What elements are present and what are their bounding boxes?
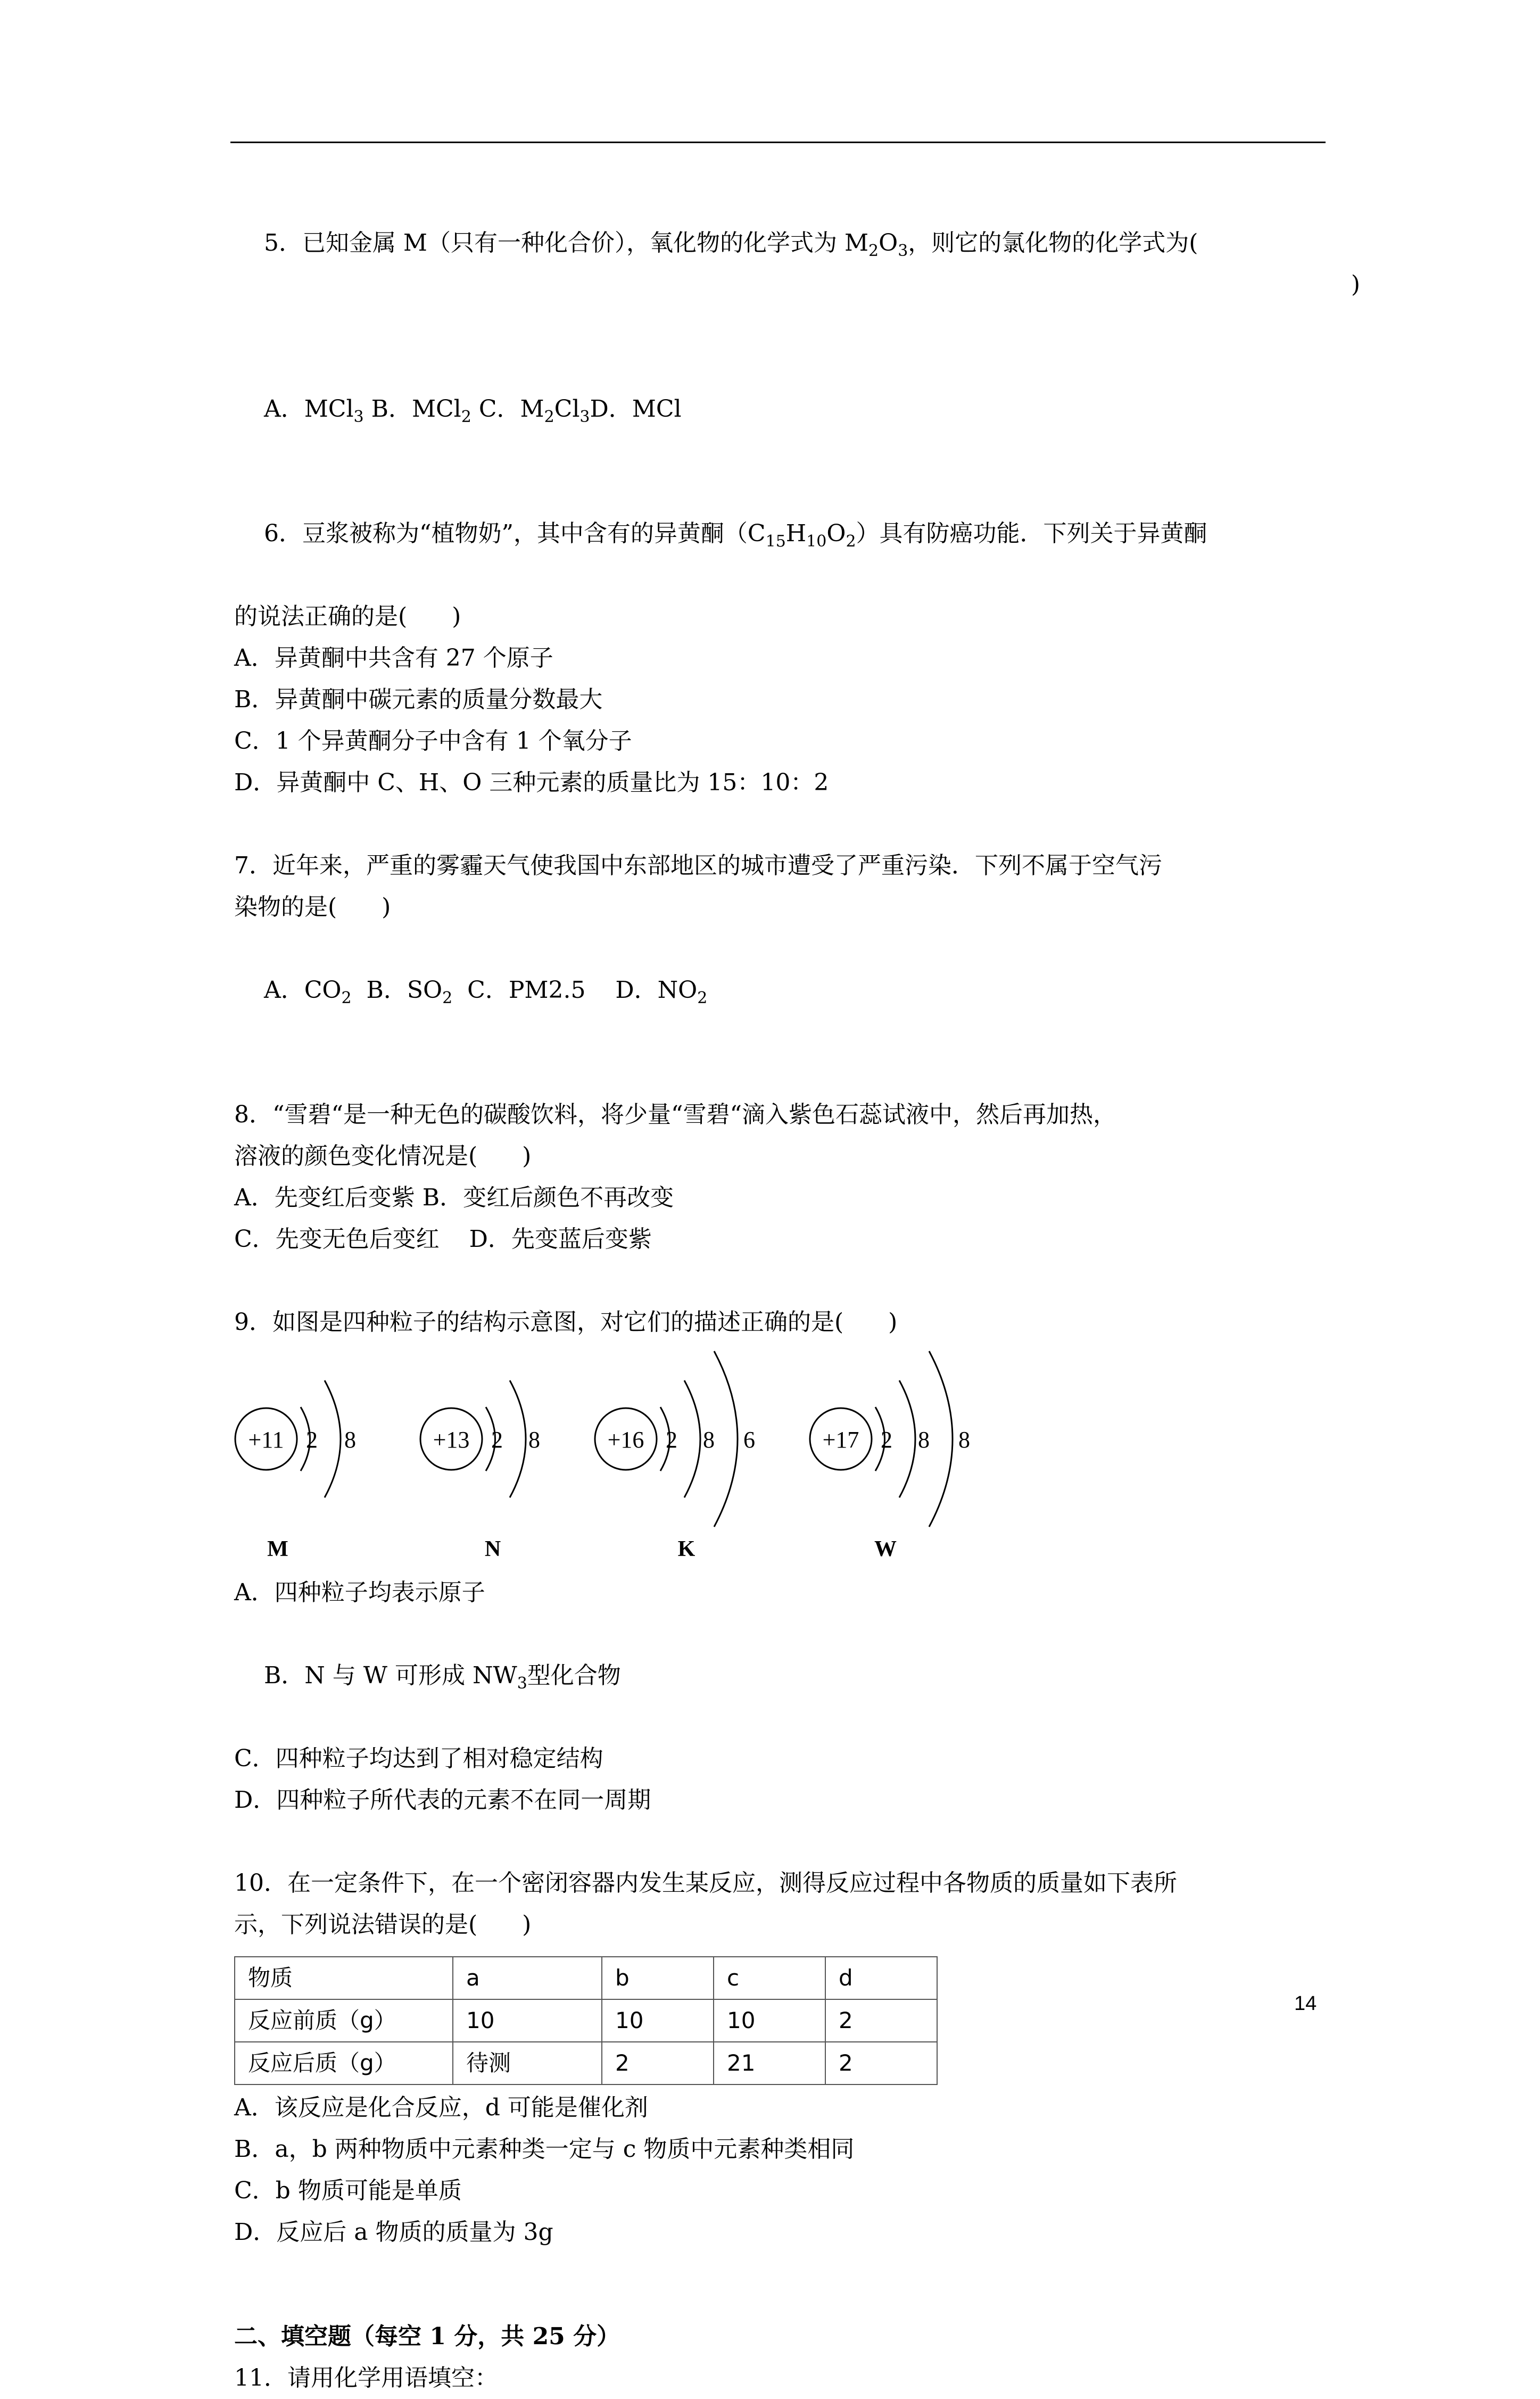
question-6-option-d: D．异黄酮中 C、H、O 三种元素的质量比为 15：10：2: [234, 769, 829, 796]
spacer: [234, 1821, 1357, 1863]
spacer: [234, 2295, 1357, 2316]
spacer: [234, 2253, 1357, 2295]
subscript: 15: [765, 532, 786, 551]
option-d: D．MCl: [590, 395, 682, 423]
table-cell: 反应前质（g）: [235, 1999, 453, 2042]
question-6-option-b: B．异黄酮中碳元素的质量分数最大: [234, 686, 603, 713]
particle-n: [420, 1380, 540, 1561]
question-7-stem-cont: 染物的是( ): [234, 894, 391, 921]
table-cell: 反应后质（g）: [235, 2042, 453, 2084]
table-cell: 10: [602, 1999, 714, 2042]
shell-electrons: 8: [344, 1427, 356, 1453]
table-cell: d: [825, 1957, 937, 1999]
particle-k: [595, 1351, 755, 1561]
table-cell: 10: [453, 1999, 602, 2042]
question-10-stem: 10．在一定条件下，在一个密闭容器内发生某反应，测得反应过程中各物质的质量如下表所: [234, 1869, 1177, 1897]
spacer: [234, 1053, 1357, 1094]
text: 型化合物: [527, 1662, 621, 1689]
question-8-options-cd: C．先变无色后变红 D．先变蓝后变紫: [234, 1226, 652, 1253]
question-8-options-ab: A．先变红后变紫 B．变红后颜色不再改变: [234, 1184, 674, 1211]
question-8-stem-cont: 溶液的颜色变化情况是( ): [234, 1143, 532, 1170]
option-b: B．SO: [351, 977, 443, 1004]
atomic-structure-svg: [234, 1349, 1032, 1572]
subscript: 2: [544, 408, 554, 426]
option-a: A．MCl: [263, 395, 354, 423]
table-cell: b: [602, 1957, 714, 1999]
text: ，则它的氯化物的化学式为(: [908, 229, 1198, 257]
question-9-option-a: A．四种粒子均表示原子: [234, 1579, 485, 1606]
subscript: 3: [517, 1674, 527, 1693]
spacer: [234, 1260, 1357, 1302]
subscript: 2: [868, 242, 879, 260]
answer-paren: ): [1351, 271, 1360, 298]
subscript: 10: [806, 532, 827, 551]
text: ）具有防癌功能．下列关于异黄酮: [856, 520, 1207, 547]
question-9-stem: 9．如图是四种粒子的结构示意图，对它们的描述正确的是( ): [234, 1309, 898, 1336]
shell-electrons: 8: [918, 1427, 930, 1453]
option-a: A．CO: [263, 977, 342, 1004]
spacer: [234, 804, 1357, 845]
particle-w: [810, 1351, 970, 1561]
table-cell: 10: [714, 1999, 825, 2042]
subscript: 2: [442, 989, 453, 1007]
question-10-option-a: A．该反应是化合反应，d 可能是催化剂: [234, 2094, 648, 2121]
header-rule: [230, 142, 1326, 143]
question-7-options: [234, 928, 1357, 1053]
table-row: [235, 1999, 937, 2042]
table-cell: 2: [825, 2042, 937, 2084]
option-b: B．MCl: [363, 395, 461, 423]
option-c-d: C．PM2.5 D．NO: [452, 977, 698, 1004]
particle-label: N: [484, 1537, 501, 1561]
table-cell: 2: [825, 1999, 937, 2042]
table-cell: 待测: [453, 2042, 602, 2084]
nucleus-charge: +13: [433, 1427, 470, 1453]
text: H: [785, 520, 807, 547]
question-6-stem: [234, 471, 1357, 596]
table-cell: c: [714, 1957, 825, 1999]
question-6-option-a: A．异黄酮中共含有 27 个原子: [234, 644, 553, 672]
shell-electrons: 2: [306, 1427, 318, 1453]
shell-electrons: 2: [491, 1427, 503, 1453]
table-cell: 物质: [235, 1957, 453, 1999]
particle-label: W: [874, 1537, 897, 1561]
page-number: 14: [1294, 1992, 1317, 2015]
nucleus-charge: +16: [607, 1427, 644, 1453]
question-5-stem: [234, 181, 1360, 347]
question-10-option-c: C．b 物质可能是单质: [234, 2177, 462, 2204]
table-cell: 21: [714, 2042, 825, 2084]
shell-electrons: 2: [881, 1427, 892, 1453]
table-row: [235, 2042, 937, 2084]
subscript: 2: [461, 408, 471, 426]
text: Cl: [554, 395, 580, 423]
table-cell: a: [453, 1957, 602, 1999]
text: 5．已知金属 M（只有一种化合价），氧化物的化学式为 M: [263, 229, 869, 257]
subscript: 3: [353, 408, 364, 426]
question-10-option-d: D．反应后 a 物质的质量为 3g: [234, 2219, 553, 2246]
particle-label: K: [677, 1537, 696, 1561]
question-9-option-c: C．四种粒子均达到了相对稳定结构: [234, 1745, 603, 1772]
shell-electrons: 8: [958, 1427, 970, 1453]
subscript: 3: [579, 408, 590, 426]
question-10-option-b: B．a，b 两种物质中元素种类一定与 c 物质中元素种类相同: [234, 2136, 855, 2163]
question-10-stem-cont: 示，下列说法错误的是( ): [234, 1911, 532, 1938]
mass-data-table: [234, 1956, 938, 2085]
shell-electrons: 8: [703, 1427, 715, 1453]
question-6-option-c: C．1 个异黄酮分子中含有 1 个氧分子: [234, 727, 632, 755]
particle-label: M: [267, 1537, 288, 1561]
exam-content: [234, 181, 1360, 2399]
section-heading: 二、填空题（每空 1 分，共 25 分）: [234, 2323, 620, 2350]
text: 6．豆浆被称为“植物奶”，其中含有的异黄酮（C: [263, 520, 766, 547]
nucleus-charge: +11: [248, 1427, 284, 1453]
subscript: 2: [341, 989, 352, 1007]
shell-electrons: 8: [528, 1427, 540, 1453]
text: O: [826, 520, 846, 547]
question-6-stem-cont: 的说法正确的是( ): [234, 603, 461, 630]
table-row: [235, 1957, 937, 1999]
subscript: 2: [846, 532, 856, 551]
table-cell: 2: [602, 2042, 714, 2084]
question-11-stem: 11．请用化学用语填空：: [234, 2364, 498, 2392]
question-8-stem: 8．“雪碧“是一种无色的碳酸饮料，将少量“雪碧“滴入紫色石蕊试液中，然后再加热，: [234, 1101, 1116, 1128]
question-9-option-b: [234, 1614, 1357, 1738]
atomic-structure-diagrams: [234, 1349, 1032, 1572]
question-5-options: [234, 347, 1357, 471]
shell-electrons: 6: [743, 1427, 755, 1453]
text: B．N 与 W 可形成 NW: [263, 1662, 517, 1689]
subscript: 2: [697, 989, 708, 1007]
question-7-stem: 7．近年来，严重的雾霾天气使我国中东部地区的城市遭受了严重污染．下列不属于空气污: [234, 852, 1162, 879]
particle-m: [235, 1380, 356, 1561]
nucleus-charge: +17: [822, 1427, 859, 1453]
question-9-option-d: D．四种粒子所代表的元素不在同一周期: [234, 1786, 651, 1814]
option-c: C．M: [471, 395, 544, 423]
text: O: [879, 229, 898, 257]
subscript: 3: [898, 242, 908, 260]
shell-electrons: 2: [666, 1427, 677, 1453]
